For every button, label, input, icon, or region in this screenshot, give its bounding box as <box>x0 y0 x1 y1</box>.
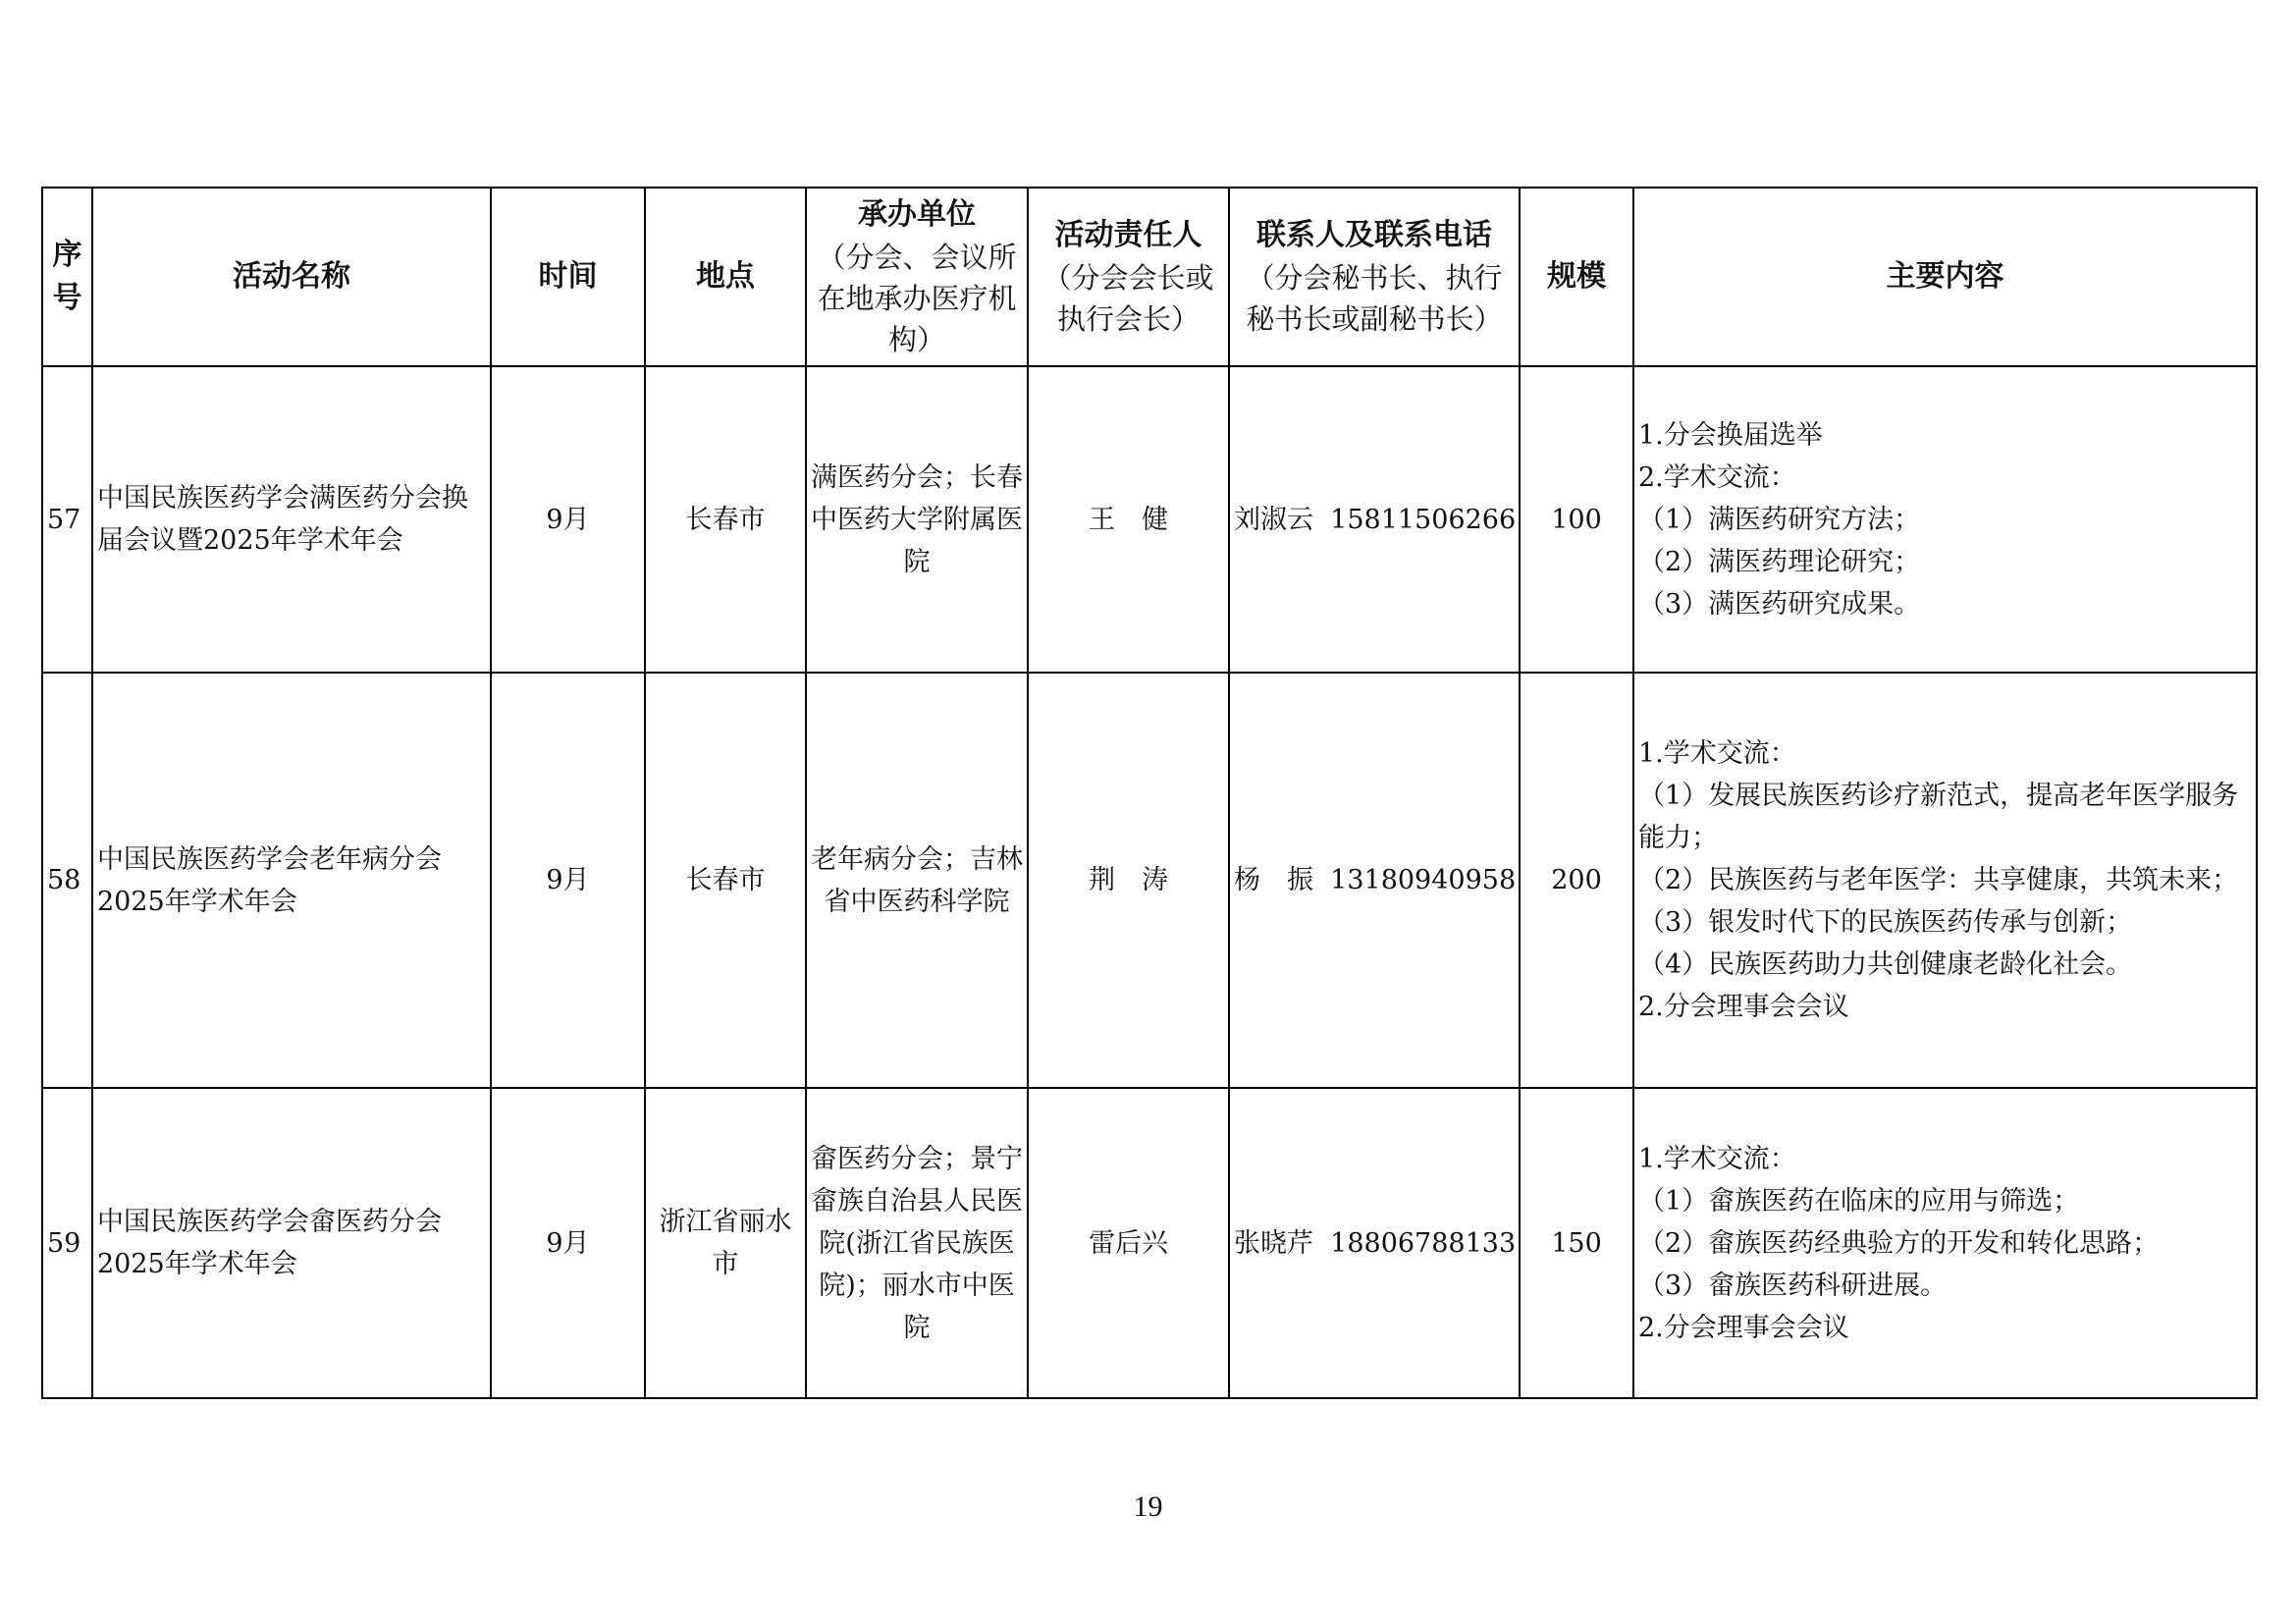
header-scale: 规模 <box>1520 188 1633 366</box>
content-line: （2）民族医药与老年医学：共享健康，共筑未来； <box>1638 865 2239 895</box>
table-row <box>42 1088 2257 1398</box>
content-line: （2）畲族医药经典验方的开发和转化思路； <box>1638 1227 2160 1259</box>
activity-table <box>41 187 2258 1399</box>
row-time: 9月 <box>491 366 645 673</box>
row-location: 浙江省丽水市 <box>645 1088 806 1398</box>
row-scale: 150 <box>1520 1088 1633 1398</box>
row-seq: 59 <box>42 1088 92 1398</box>
row-organizer: 老年病分会；吉林省中医药科学院 <box>806 673 1028 1088</box>
header-contact-main: 联系人及联系电话 <box>1256 218 1492 252</box>
page-number: 19 <box>1133 1490 1163 1523</box>
row-activity-name: 中国民族医药学会老年病分会2025年学术年会 <box>92 673 491 1088</box>
header-contact-sub: （分会秘书长、执行秘书长或副秘书长） <box>1246 261 1503 336</box>
content-line: （4）民族医药助力共创健康老龄化社会。 <box>1638 949 2133 980</box>
content-line: 1.学术交流： <box>1638 1143 1796 1174</box>
row-content <box>1633 1088 2257 1398</box>
content-line: 2.分会理事会会议 <box>1638 992 1849 1022</box>
header-time: 时间 <box>491 188 645 366</box>
row-organizer: 畲医药分会；景宁畲族自治县人民医院(浙江省民族医院)；丽水市中医院 <box>806 1088 1028 1398</box>
row-content <box>1633 366 2257 673</box>
row-scale: 100 <box>1520 366 1633 673</box>
row-content <box>1633 673 2257 1088</box>
content-line: （1）满医药研究方法； <box>1638 504 1921 535</box>
header-organizer <box>806 188 1028 366</box>
row-seq: 58 <box>42 673 92 1088</box>
content-line: （2）满医药理论研究； <box>1638 546 1921 577</box>
content-line: （3）满医药研究成果。 <box>1638 588 1921 620</box>
header-location: 地点 <box>645 188 806 366</box>
content-line: 1.学术交流： <box>1638 738 1796 769</box>
header-row <box>42 188 2257 366</box>
content-line: （1）发展民族医药诊疗新范式，提高老年医学服务能力； <box>1638 781 2239 853</box>
table-row <box>42 673 2257 1088</box>
row-leader: 雷后兴 <box>1028 1088 1229 1398</box>
row-contact: 杨 振 13180940958 <box>1229 673 1520 1088</box>
row-contact: 刘淑云 15811506266 <box>1229 366 1520 673</box>
table-row <box>42 366 2257 673</box>
row-scale: 200 <box>1520 673 1633 1088</box>
row-seq: 57 <box>42 366 92 673</box>
row-location: 长春市 <box>645 673 806 1088</box>
row-organizer: 满医药分会；长春中医药大学附属医院 <box>806 366 1028 673</box>
row-time: 9月 <box>491 1088 645 1398</box>
content-line: （1）畲族医药在临床的应用与筛选； <box>1638 1185 2080 1217</box>
header-leader-sub: （分会会长或执行会长） <box>1042 261 1214 336</box>
content-line: 2.分会理事会会议 <box>1638 1312 1849 1343</box>
content-line: 2.学术交流： <box>1638 461 1796 493</box>
row-leader: 荆 涛 <box>1028 673 1229 1088</box>
row-contact: 张晓芹 18806788133 <box>1229 1088 1520 1398</box>
header-organizer-sub: （分会、会议所在地承办医疗机构） <box>817 241 1017 356</box>
header-leader-main: 活动责任人 <box>1054 218 1202 252</box>
content-line: 1.分会换届选举 <box>1638 419 1823 451</box>
header-contact <box>1229 188 1520 366</box>
row-activity-name: 中国民族医药学会满医药分会换届会议暨2025年学术年会 <box>92 366 491 673</box>
row-time: 9月 <box>491 673 645 1088</box>
header-leader <box>1028 188 1229 366</box>
content-line: （3）畲族医药科研进展。 <box>1638 1270 1948 1301</box>
header-content: 主要内容 <box>1633 188 2257 366</box>
header-seq: 序号 <box>42 188 92 366</box>
content-line: （3）银发时代下的民族医药传承与创新； <box>1638 907 2133 938</box>
row-location: 长春市 <box>645 366 806 673</box>
header-organizer-main: 承办单位 <box>858 197 976 232</box>
header-name: 活动名称 <box>92 188 491 366</box>
row-activity-name: 中国民族医药学会畲医药分会2025年学术年会 <box>92 1088 491 1398</box>
row-leader: 王 健 <box>1028 366 1229 673</box>
